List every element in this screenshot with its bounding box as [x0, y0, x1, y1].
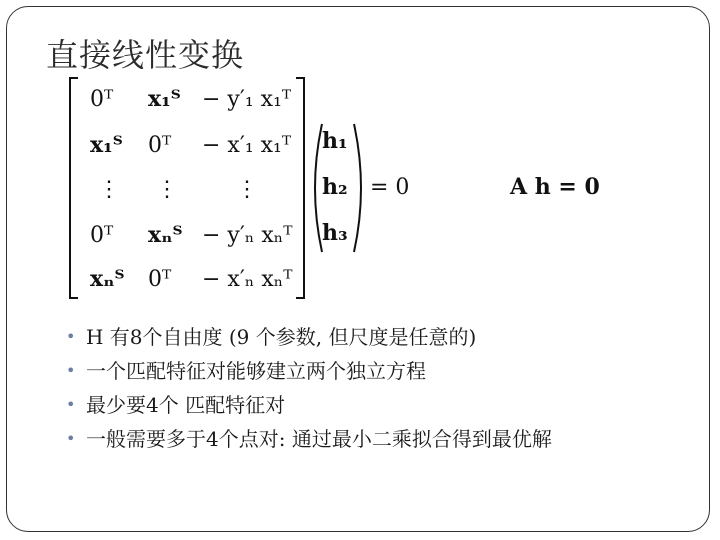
vector-right-paren — [354, 124, 361, 252]
vector-entry: h₁ — [322, 128, 348, 154]
matrix-cell: xₙᵀ — [148, 222, 183, 248]
equation-figure — [60, 72, 620, 312]
matrix-cell: ⋮ — [156, 177, 178, 202]
vector-left-paren — [315, 124, 322, 252]
matrix-cell: 0ᵀ — [148, 267, 172, 292]
matrix-cell: 0ᵀ — [90, 87, 114, 112]
matrix-cell: 0ᵀ — [148, 133, 172, 158]
bullet-text: 一般需要多于4个点对: 通过最小二乘拟合得到最优解 — [86, 427, 552, 451]
bullet-item — [60, 422, 552, 456]
matrix-cell: ⋮ — [236, 177, 258, 202]
matrix-cell: − y′₁ x₁ᵀ — [202, 87, 292, 112]
matrix-cell: 0ᵀ — [90, 223, 114, 248]
matrix-cell: xₙᵀ — [90, 266, 125, 292]
matrix-right-bracket — [296, 78, 304, 298]
vector-entry: h₃ — [322, 220, 348, 246]
bullet-item — [60, 320, 552, 354]
slide-title: 直接线性变换 — [46, 36, 245, 74]
matrix-cell: x₁ᵀ — [90, 132, 123, 158]
matrix-cell: − y′ₙ xₙᵀ — [202, 223, 293, 248]
bullet-marker: • — [66, 429, 76, 448]
matrix-cell: x₁ᵀ — [148, 86, 181, 112]
bullet-marker: • — [66, 395, 76, 414]
bullet-item — [60, 354, 552, 388]
matrix-cell: − x′₁ x₁ᵀ — [202, 133, 292, 158]
matrix-cell: − x′ₙ xₙᵀ — [202, 267, 293, 292]
equals-zero: = 0 — [370, 175, 410, 200]
bullet-text: 一个匹配特征对能够建立两个独立方程 — [86, 359, 426, 383]
bullet-list — [60, 320, 552, 456]
bullet-marker: • — [66, 361, 76, 380]
bullet-text: 最少要4个 匹配特征对 — [86, 393, 286, 417]
bullet-text: H 有8个自由度 (9 个参数, 但尺度是任意的) — [86, 325, 477, 349]
compact-form: A h = 0 — [510, 174, 600, 200]
bullet-marker: • — [66, 327, 76, 346]
bullet-item — [60, 388, 552, 422]
matrix-cell: ⋮ — [98, 177, 120, 202]
matrix-left-bracket — [70, 78, 78, 298]
vector-entry: h₂ — [322, 174, 348, 200]
